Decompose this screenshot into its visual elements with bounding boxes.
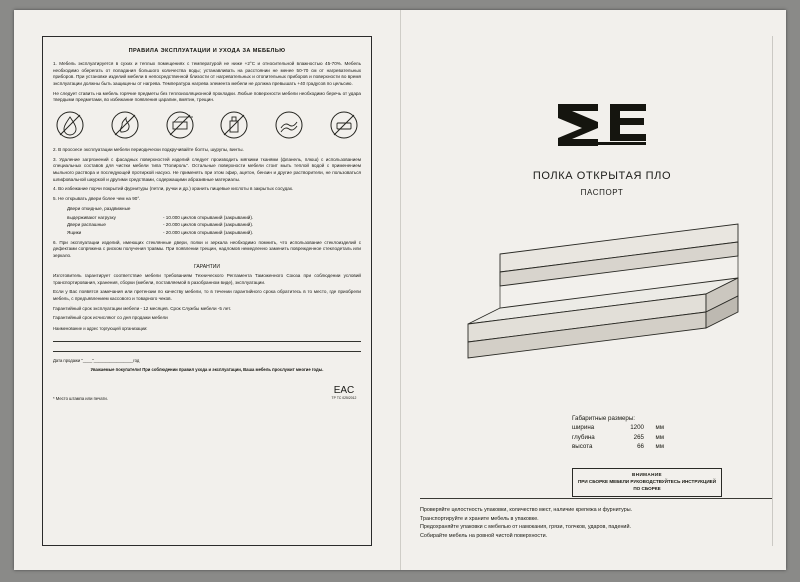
dimension-label-1: глубина [572, 433, 595, 441]
eac-code: ТР ТС 025/2012 [331, 396, 357, 401]
document-type: ПАСПОРТ [580, 188, 624, 197]
guarantee-2: Если у Вас появятся замечания или претензии по качеству мебели, то в течении гарантийного срока обратитесь в то место, где приобрели мебель, с предъявлением кассового и товарного чеков. [53, 289, 361, 301]
load-value-0: - 10.000 циклов открываний (закрываний). [163, 215, 254, 221]
table-row [53, 222, 361, 229]
care-rule-6: 6. При эксплуатации изделий, имеющих стеклянные двери, полки и зеркала необходимо помнить, что использование стеклоизделий с дефектами сопряжена с риском получения травмы. При появлении трещин, надломов немедленно заменить поврежденное стеклодеталь или зеркало. [53, 239, 361, 259]
load-value-1: - 20.000 циклов открываний (закрываний). [163, 222, 254, 228]
handling-note-3: Собирайте мебель на ровной чистой поверхности. [420, 532, 548, 539]
shelf-3d-icon [438, 216, 768, 396]
dimension-label-0: ширина [572, 424, 595, 432]
dimension-value-0: 1200 [630, 424, 644, 432]
left-footer-row [53, 383, 361, 402]
no-scratch-icon [165, 110, 195, 140]
no-solvent-icon [219, 110, 249, 140]
care-rule-5: 5. Не открывать двери более чем на 90°. [53, 195, 141, 201]
organization-line [53, 340, 361, 342]
door-types-label: Двери откидные, раздвижные [67, 205, 131, 211]
dimension-unit-0: мм [655, 424, 664, 432]
sheet-fold-line [400, 10, 401, 570]
dimension-row-1 [572, 433, 664, 442]
dimension-unit-2: мм [655, 442, 664, 450]
organization-label: Наименование и адрес торгующей организации: [53, 325, 148, 331]
care-rule-3: 3. Удаление загрязнений с фасадных поверхностей изделий следует производить мягкими тканями (фланель, плюш) с использованием специальных составов для чистки мебели типа "Полироль". Остальные поверхности мебели стоит мыть теплой водой с применением мыльного раствора и последующей протиркой насухо. Не применять при этом эфир, ацетон, бензин и другие растворители, не пользоваться шлифовальной шкуркой и другими средствами, содержащими абразивные материалы. [53, 156, 361, 182]
no-heat-icon [110, 110, 140, 140]
dimension-value-1: 265 [633, 433, 644, 441]
paper-sheet [14, 10, 786, 570]
dimension-row-0 [572, 423, 664, 432]
stamp-note: * Место штампа или печати. [53, 395, 108, 401]
soft-cloth-icon [274, 110, 304, 140]
guarantee-3: Гарантийный срок эксплуатации мебели - 12 месяцев. Срок Службы мебели -5 лет. [53, 305, 232, 311]
load-cycles-table [53, 215, 361, 236]
dimension-unit-1: мм [655, 433, 664, 441]
handling-notes [420, 506, 760, 541]
dimension-row-2 [572, 442, 664, 451]
brand-logo-icon [548, 98, 656, 150]
eac-mark-block [327, 383, 361, 402]
eac-icon [329, 383, 359, 395]
footer-divider [420, 498, 772, 499]
care-icons-row [55, 110, 359, 140]
organization-line-2 [53, 350, 361, 352]
no-abrasive-icon [329, 110, 359, 140]
guarantee-4: Гарантийный срок исчисляют со дня продажи мебели [53, 315, 168, 321]
table-row [53, 230, 361, 237]
warning-title: ВНИМАНИЕ [632, 472, 662, 477]
load-label-0: выдерживают нагрузку [67, 215, 116, 221]
product-title: ПОЛКА ОТКРЫТАЯ ПЛО [532, 170, 672, 182]
dimensions-block [572, 414, 664, 451]
care-rules-panel [42, 36, 372, 546]
warning-text: ПРИ СБОРКЕ МЕБЕЛИ РУКОВОДСТВУЙТЕСЬ ИНСТРУКЦИЕЙ ПО СБОРКЕ [577, 478, 717, 491]
care-rules-title: ПРАВИЛА ЭКСПЛУАТАЦИИ И УХОДА ЗА МЕБЕЛЬЮ [128, 48, 286, 54]
load-value-2: - 20.000 циклов открываний (закрываний). [163, 229, 254, 235]
care-rule-1: 1. Мебель эксплуатируется в сухих и теплых помещениях с температурой не ниже +2°С и относительной влажностью 45-70%. Мебель необходимо оберегать от попадания большого количества воды; устанавливать на расстоянии не менее 50-70 см от нагревательных приборов. При установке изделий мебели в непосредственной близости от нагревательных и отопительных приборов и поверхности во время эксплуатации должны быть защищены от нагрева. Температура нагрева элемента мебели не должна превышать +40 градусов по цельсию. [53, 61, 361, 87]
buyer-note: Уважаемые покупатели! При соблюдении правил ухода и эксплуатации, Ваша мебель прослужит многие годы. [90, 367, 324, 373]
handling-note-1: Транспортируйте и храните мебель в упаковке. [420, 515, 539, 522]
care-rule-1-note: Не следует ставить на мебель горячие предметы без теплоизоляционной прокладки. Любые поверхности мебели необходимо беречь от удара твердыми предметами, во избежание появления царапин, вмятин, трещин. [53, 90, 361, 103]
dimension-label-2: высота [572, 442, 593, 450]
handling-note-2: Предохраняйте упаковки с мебелью от намокания, грязи, толчков, ударов, падений. [420, 524, 631, 531]
handling-note-0: Проверяйте целостность упаковки, количество мест, наличие крепежа и фурнитуры. [420, 507, 633, 513]
dimensions-title: Габаритные размеры: [572, 415, 635, 422]
panel-divider [772, 36, 773, 546]
sale-date-label: Дата продажи "____"_________________год [53, 358, 140, 364]
svg-text:EAC: EAC [333, 385, 355, 396]
passport-panel [420, 36, 784, 546]
dimension-value-2: 66 [637, 442, 644, 450]
guarantee-1: Изготовитель гарантирует соответствие мебели требованиям Технического Регламента Таможенного Союза при соблюдении условий транспортирования, хранения, сборки (мебели, поставляемой в разобранном виде), эксплуатации. [53, 272, 361, 285]
load-label-2: Ящики [67, 229, 82, 235]
assembly-warning-box [572, 468, 722, 497]
guarantee-title: ГАРАНТИИ [194, 263, 220, 270]
no-water-icon [55, 110, 85, 140]
load-label-1: Двери распашные [67, 222, 106, 228]
care-rule-4: 4. Во избежание порчи покрытий фурнитуры (петли, ручки и др.) хранить пищевые кислоты в закрытых сосудах. [53, 186, 294, 192]
care-rule-2: 2. В просоесе эксплуатации мебели периодически подкручивайте болты, шурупы, винты. [53, 147, 244, 153]
